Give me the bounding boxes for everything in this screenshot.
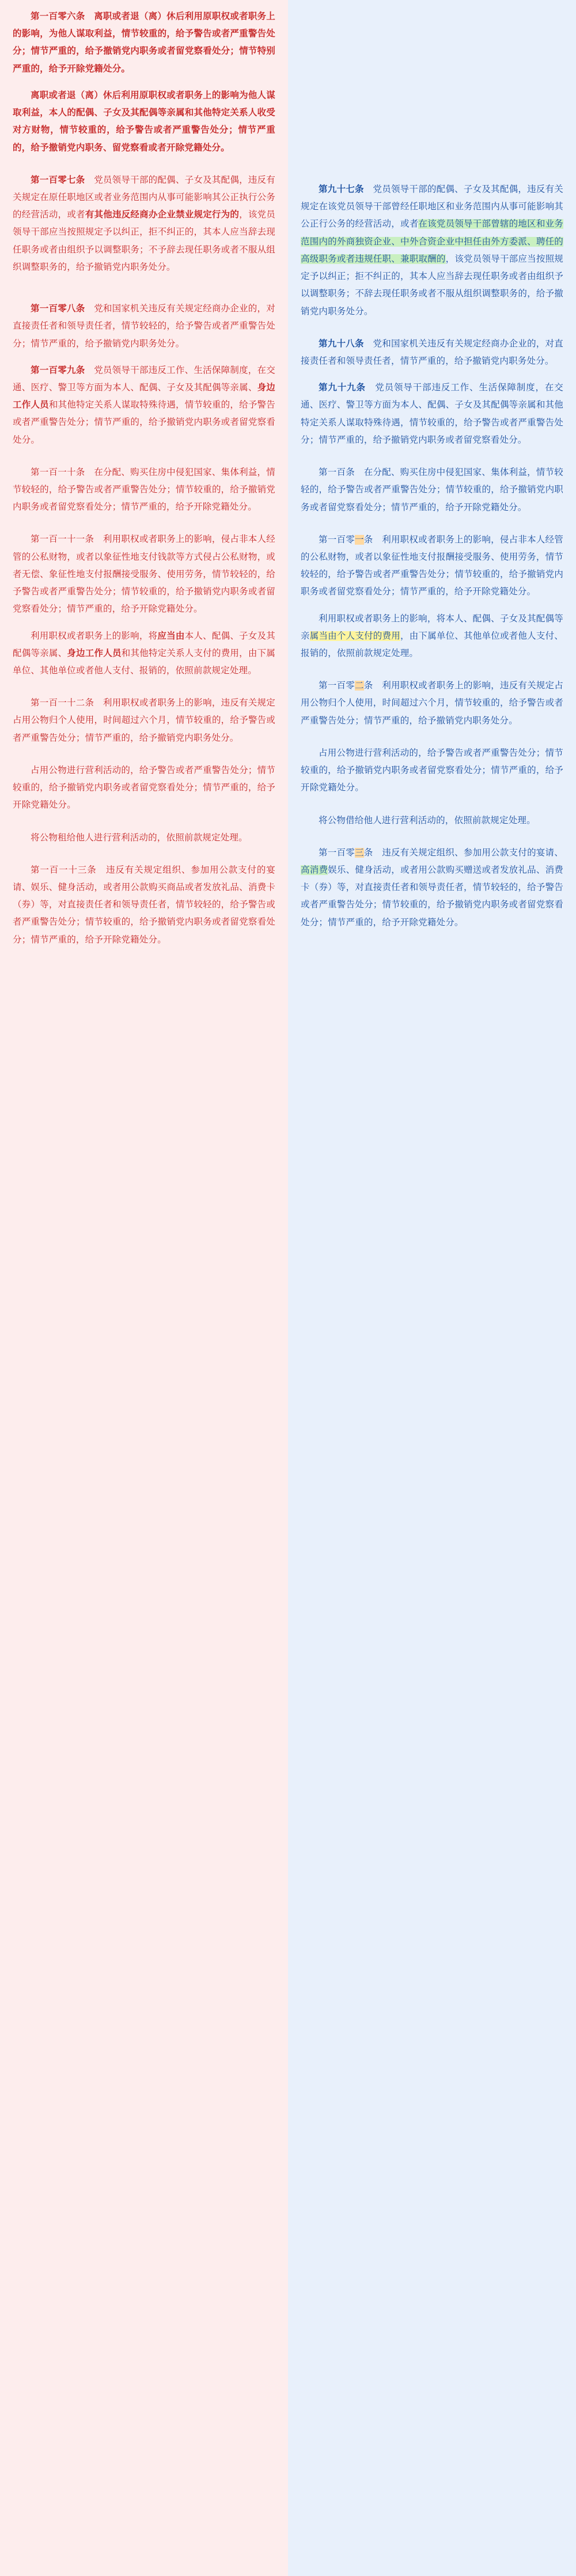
paragraph-l-112c: 将公物租给他人进行营利活动的，依照前款规定处理。 <box>31 832 248 843</box>
paragraph-r-102b: 占用公物进行营利活动的，给予警告或者严重警告处分；情节较重的，给予撤销党内职务或者留党察看处分；情节严重的，给予开除党籍处分。 <box>301 748 563 793</box>
paragraph-l-112: 第一百一十二条 利用职权或者职务上的影响，违反有关规定占用公物归个人使用，时间超过六个月，情节较重的，给予警告或者严重警告处分；情节严重的，给予撤销党内职务处分。 <box>13 698 275 743</box>
paragraph-r-98: 第九十八条 党和国家机关违反有关规定经商办企业的，对直接责任者和领导责任者，情节严重的，给予撤销党内职务处分。 <box>301 338 563 366</box>
paragraph-r-101b: 利用职权或者职务上的影响，将本人、配偶、子女及其配偶等亲属当由个人支付的费用，由下属单位、其他单位或者他人支付、报销的，依照前款规定处理。 <box>301 613 563 659</box>
paragraph-r-102: 第一百零二条 利用职权或者职务上的影响，违反有关规定占用公物归个人使用，时间超过六个月，情节较重的，给予警告或者严重警告处分；情节严重的，给予撤销党内职务处分。 <box>301 681 563 726</box>
paragraph-l-110: 第一百一十条 在分配、购买住房中侵犯国家、集体利益，情节较轻的，给予警告或者严重警告处分；情节较重的，给予撤销党内职务或者留党察看处分；情节严重的，给予开除党籍处分。 <box>13 467 275 512</box>
paragraph-l-112b: 占用公物进行营利活动的，给予警告或者严重警告处分；情节较重的，给予撤销党内职务或者留党察看处分；情节严重的，给予开除党籍处分。 <box>13 765 275 810</box>
paragraph-l-106: 第一百零六条 离职或者退（离）休后利用原职权或者职务上的影响，为他人谋取利益，情节较重的，给予警告或者严重警告处分；情节严重的，给予撤销党内职务或者留党察看处分；情节特别严重的，给予开除党籍处分。 <box>13 12 275 74</box>
paragraph-r-100: 第一百条 在分配、购买住房中侵犯国家、集体利益，情节较轻的，给予警告或者严重警告处分；情节较重的，给予撤销党内职务或者留党察看处分；情节严重的，给予开除党籍处分。 <box>301 467 563 512</box>
paragraph-r-102c: 将公物借给他人进行营利活动的，依照前款规定处理。 <box>319 815 536 825</box>
paragraph-l-111b: 利用职权或者职务上的影响，将应当由本人、配偶、子女及其配偶等亲属、身边工作人员和其他特定关系人支付的费用，由下属单位、其他单位或者他人支付、报销的，依照前款规定处理。 <box>13 631 276 676</box>
paragraph-r-99: 第九十九条 党员领导干部违反工作、生活保障制度，在交通、医疗、警卫等方面为本人、配偶、子女及其配偶等亲属和其他特定关系人谋取特殊待遇，情节较重的，给予警告或者严重警告处分；情节严重的，给予撤销党内职务或者留党察看处分。 <box>301 383 563 445</box>
right-column-new-version <box>288 0 576 2576</box>
paragraph-l-113: 第一百一十三条 违反有关规定组织、参加用公款支付的宴请、娱乐、健身活动，或者用公款购买商品或者发放礼品、消费卡（券）等，对直接责任者和领导责任者，情节较轻的，给予警告或者严重警告处分；情节较重的，给予撤销党内职务或者留党察看处分；情节严重的，给予开除党籍处分。 <box>13 865 275 945</box>
paragraph-l-109: 第一百零九条 党员领导干部违反工作、生活保障制度，在交通、医疗、警卫等方面为本人、配偶、子女及其配偶等亲属、身边工作人员和其他特定关系人谋取特殊待遇，情节较重的，给予警告或者严重警告处分；情节严重的，给予撤销党内职务或者留党察看处分。 <box>13 365 276 445</box>
paragraph-r-103: 第一百零三条 违反有关规定组织、参加用公款支付的宴请、高消费娱乐、健身活动，或者用公款购买赠送或者发放礼品、消费卡（券）等，对直接责任者和领导责任者，情节较轻的，给予警告或者严重警告处分；情节较重的，给予撤销党内职务或者留党察看处分；情节严重的，给予开除党籍处分。 <box>301 847 564 927</box>
paragraph-l-108: 第一百零八条 党和国家机关违反有关规定经商办企业的，对直接责任者和领导责任者，情节较轻的，给予警告或者严重警告处分；情节严重的，给予撤销党内职务处分。 <box>13 304 275 349</box>
paragraph-r-97: 第九十七条 党员领导干部的配偶、子女及其配偶，违反有关规定在该党员领导干部曾经任职地区和业务范围内从事可能影响其公正行公务的经营活动，或者在该党员领导干部曾辖的地区和业务范围内的外商独资企业、中外合资企业中担任由外方委派、聘任的高级职务或者违规任职、兼职取酬的，该党员领导干部应当按照规定予以纠正；拒不纠正的，其本人应当辞去现任职务或者由组织予以调整职务；不辞去现任职务或者不服从组织调整职务的，给予撤销党内职务处分。 <box>301 184 564 316</box>
paragraph-l-111: 第一百一十一条 利用职权或者职务上的影响，侵占非本人经管的公私财物，或者以象征性地支付钱款等方式侵占公私财物，或者无偿、象征性地支付报酬接受服务、使用劳务，情节较轻的，给予警告或者严重警告处分；情节较重的，给予撤销党内职务或者留党察看处分；情节严重的，给予开除党籍处分。 <box>13 534 275 614</box>
paragraph-l-106b: 离职或者退（离）休后利用原职权或者职务上的影响为他人谋取利益，本人的配偶、子女及其配偶等亲属和其他特定关系人收受对方财物，情节较重的，给予警告或者严重警告处分；情节严重的，给予撤销党内职务、留党察看或者开除党籍处分。 <box>13 90 275 153</box>
paragraph-l-107: 第一百零七条 党员领导干部的配偶、子女及其配偶，违反有关规定在原任职地区或者业务范围内从事可能影响其公正执行公务的经营活动，或者有其他违反经商办企业禁业规定行为的，该党员领导干部应当按照规定予以纠正，拒不纠正的，其本人应当辞去现任职务或者由组织予以调整职务；不予辞去现任职务或者不服从组织调整职务的，给予撤销党内职务处分。 <box>13 175 275 272</box>
paragraph-r-101: 第一百零一条 利用职权或者职务上的影响，侵占非本人经管的公私财物，或者以象征性地支付报酬接受服务、使用劳务，情节较轻的，给予警告或者严重警告处分；情节较重的，给予撤销党内职务或者留党察看处分；情节严重的，给予开除党籍处分。 <box>301 534 563 597</box>
